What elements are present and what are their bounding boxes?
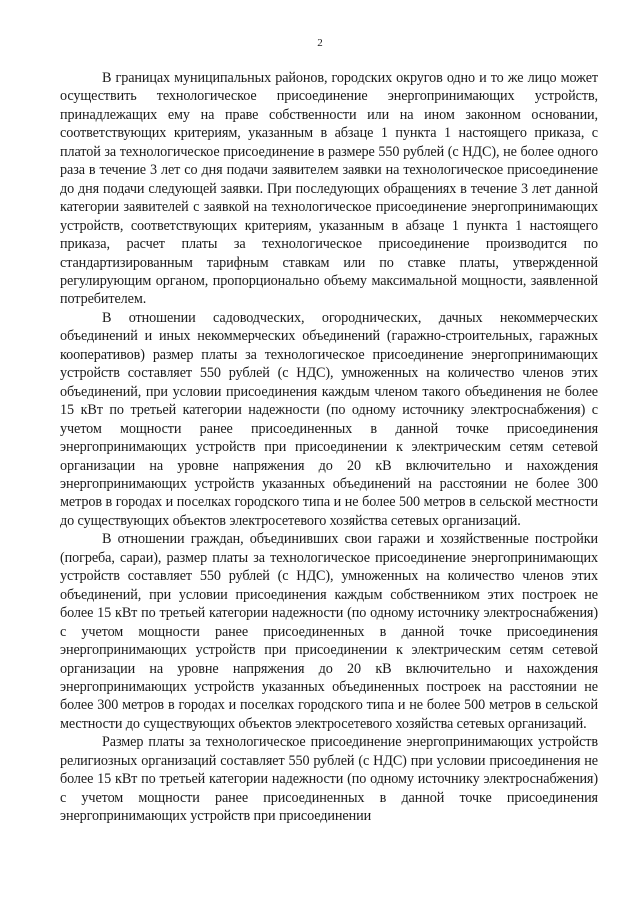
document-body xyxy=(60,69,598,826)
paragraph-gardening-associations: В отношении садоводческих, огороднических, дачных некоммерческих объединений и иных некоммерческих объединений (гаражно-строительных, гаражных кооперативов) размер платы за технологическое присоединение энергопринимающих устройств составляет 550 рублей (с НДС), умноженных на количество членов этих объединений, при условии присоединения каждым членом такого объединения не более 15 кВт по третьей категории надежности (по одному источнику электроснабжения) с учетом мощности ранее присоединенных в данной точке присоединения энергопринимающих устройств при присоединении к электрическим сетям сетевой организации на уровне напряжения до 20 кВ включительно и нахождения энергопринимающих устройств указанных объединений на расстоянии не более 300 метров в городах и поселках городского типа и не более 500 метров в сельской местности до существующих объектов электросетевого хозяйства сетевых организаций. xyxy=(60,309,598,529)
paragraph-garage-owners: В отношении граждан, объединивших свои гаражи и хозяйственные постройки (погреба, сараи), размер платы за технологическое присоединение энергопринимающих устройств составляет 550 рублей (с НДС), умноженных на количество членов этих объединений, при условии присоединения каждым собственником этих построек не более 15 кВт по третьей категории надежности (по одному источнику электроснабжения) с учетом мощности ранее присоединенных в данной точке присоединения энергопринимающих устройств при присоединении к электрическим сетям сетевой организации на уровне напряжения до 20 кВ включительно и нахождения энергопринимающих устройств указанных объединенных построек на расстоянии не более 300 метров в городах и поселках городского типа и не более 500 метров в сельской местности до существующих объектов электросетевого хозяйства сетевых организаций. xyxy=(60,531,598,732)
page-number: 2 xyxy=(317,37,323,49)
paragraph-religious-organizations: Размер платы за технологическое присоединение энергопринимающих устройств религиозных организаций составляет 550 рублей (с НДС) при условии присоединения не более 15 кВт по третьей категории надежности (по одному источнику электроснабжения) с учетом мощности ранее присоединенных в данной точке присоединения энергопринимающих устройств при присоединении xyxy=(60,734,598,825)
paragraph-connection-limit: В границах муниципальных районов, городских округов одно и то же лицо может осуществить технологическое присоединение энергопринимающих устройств, принадлежащих ему на праве собственности или на ином законном основании, соответствующих критериям, указанным в абзаце 1 пункта 1 настоящего приказа, с платой за технологическое присоединение в размере 550 рублей (с НДС), не более одного раза в течение 3 лет со дня подачи заявителем заявки на технологическое присоединение до дня подачи следующей заявки. При последующих обращениях в течение 3 лет данной категории заявителей с заявкой на технологическое присоединение энергопринимающих устройств, соответствующих критериям, указанным в абзаце 1 пункта 1 настоящего приказа, расчет платы за технологическое присоединение производится по стандартизированным тарифным ставкам или по ставке платы, утвержденной регулирующим органом, пропорционально объему максимальной мощности, заявленной потребителем. xyxy=(60,70,598,308)
